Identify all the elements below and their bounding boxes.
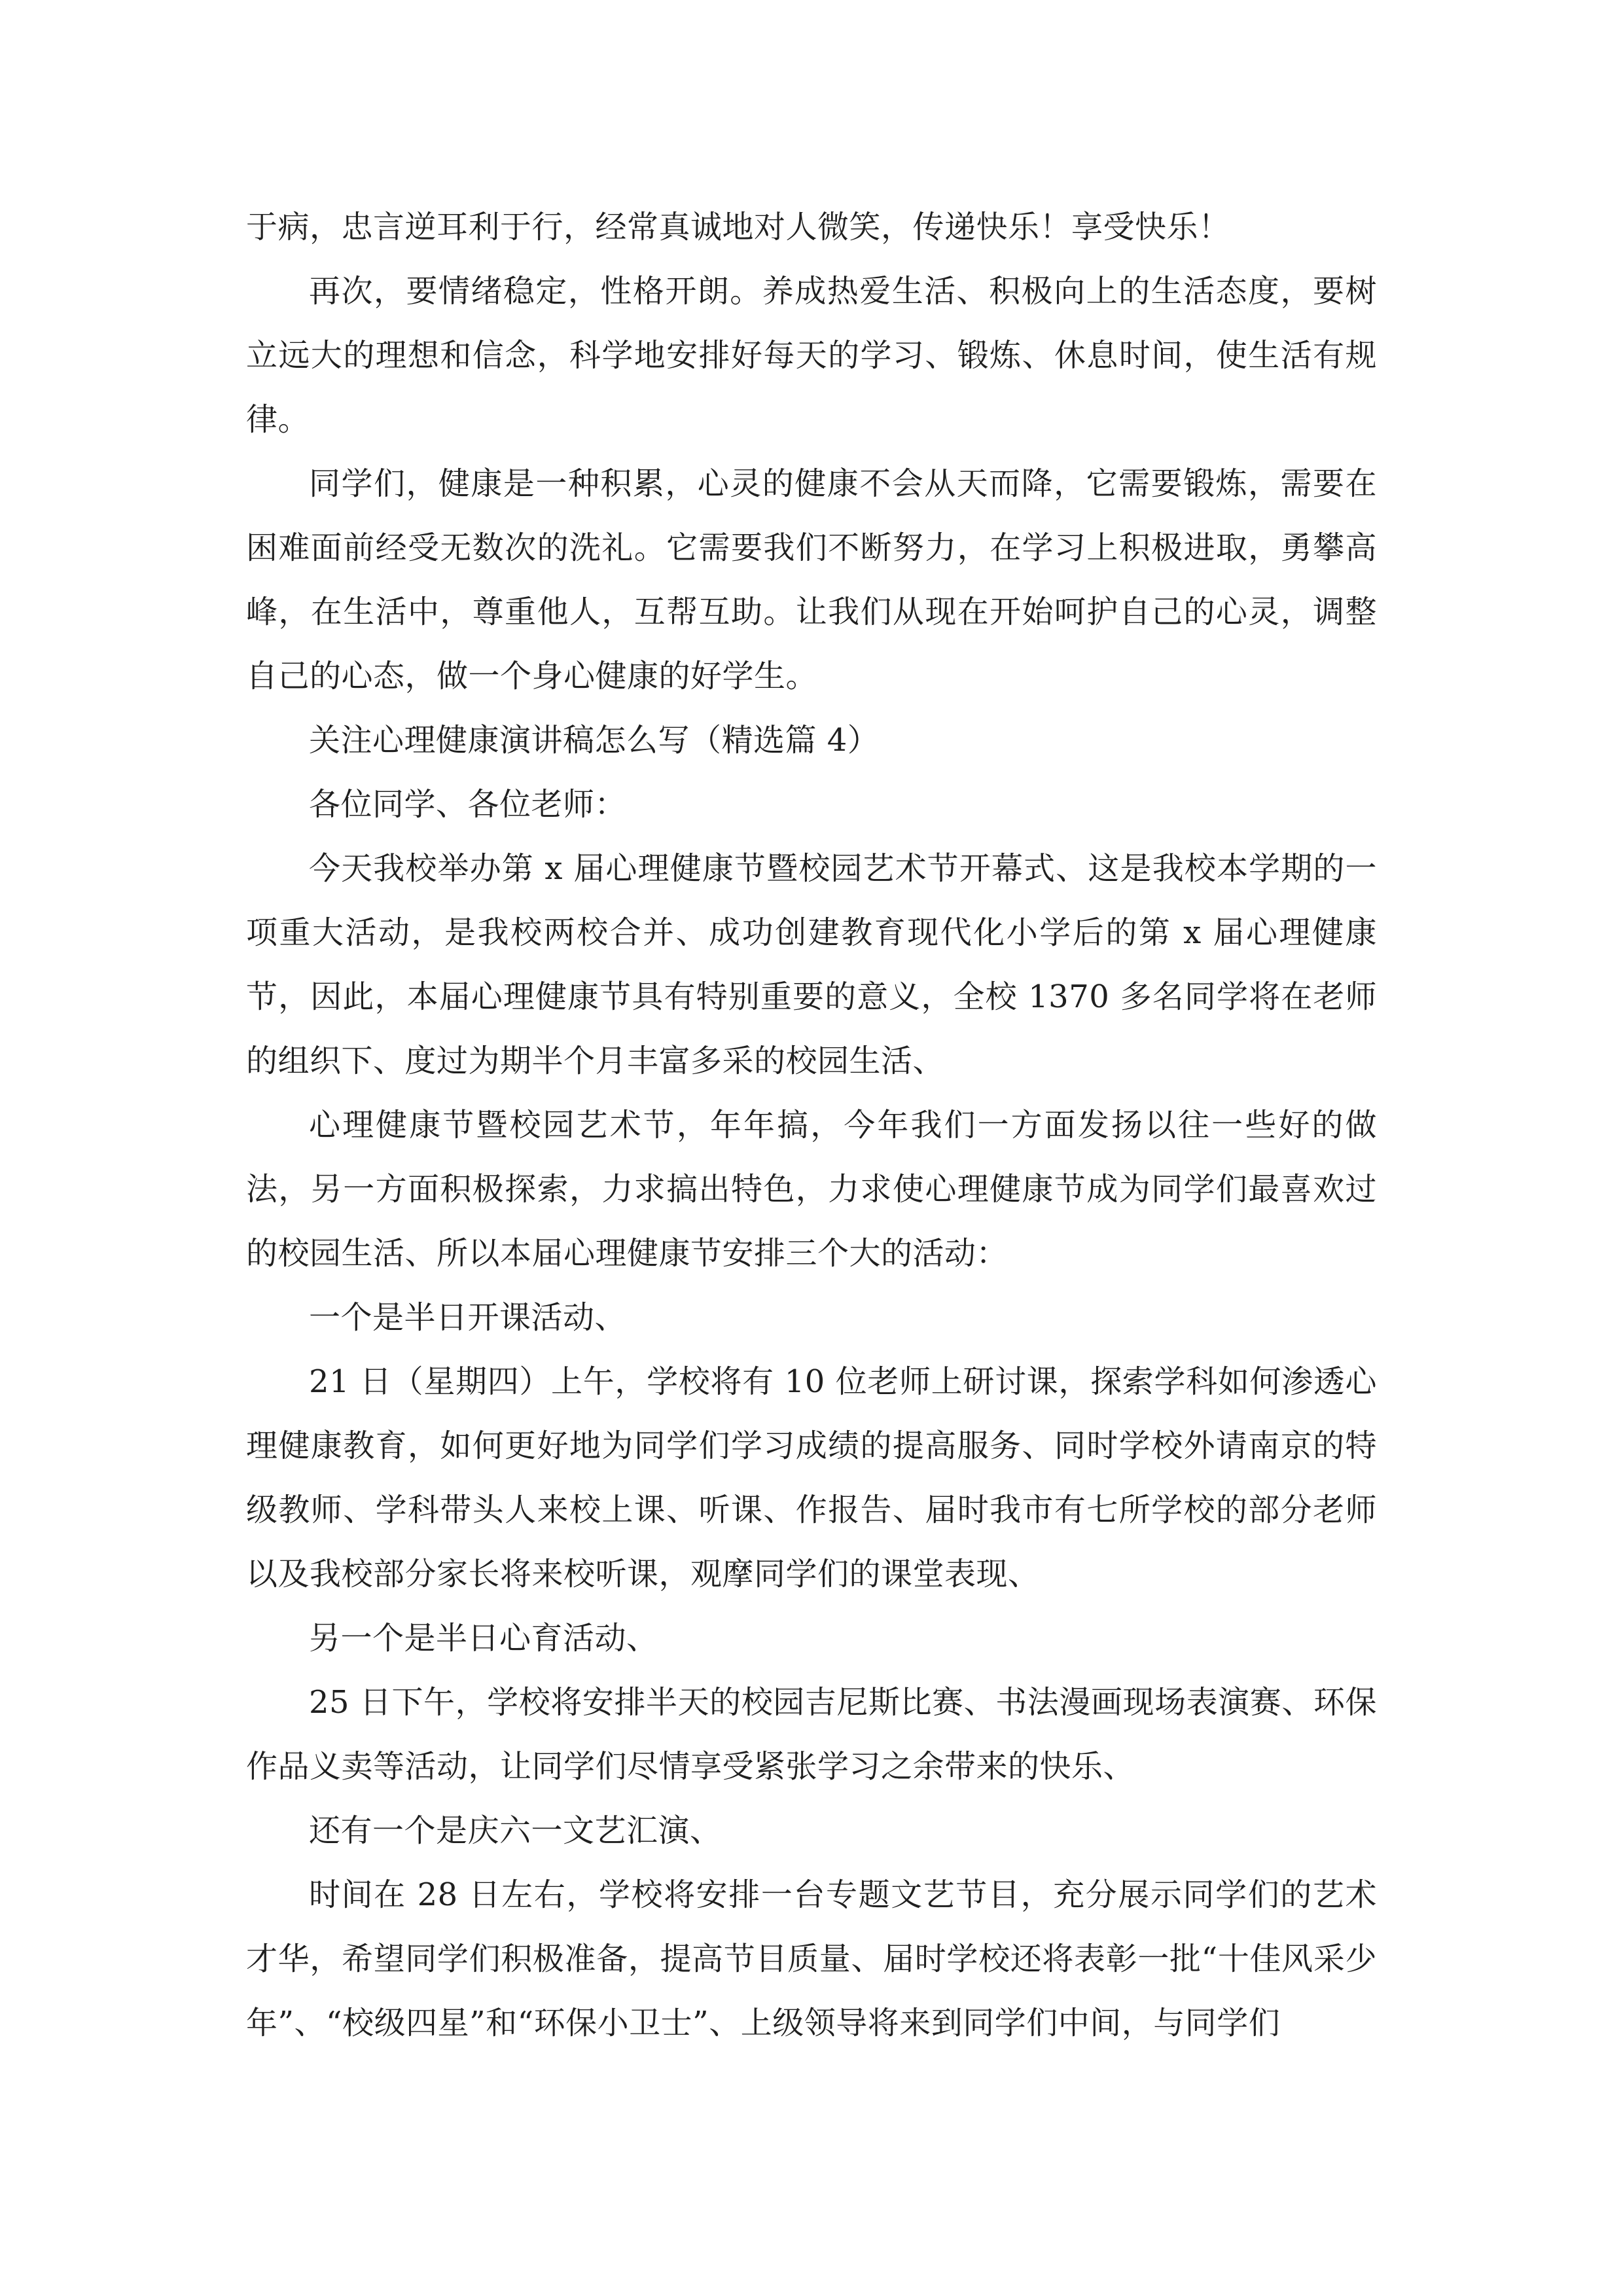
paragraph: 另一个是半日心育活动、 xyxy=(309,1620,658,1657)
body-text xyxy=(246,195,1377,2055)
section-heading: 关注心理健康演讲稿怎么写（精选篇 4） xyxy=(309,722,880,759)
salutation: 各位同学、各位老师： xyxy=(309,786,627,823)
paragraph: 再次，要情绪稳定，性格开朗。养成热爱生活、积极向上的生活态度，要树立远大的理想和信念，科学地安排好每天的学习、锻炼、休息时间，使生活有规律。 xyxy=(246,273,1377,438)
paragraph: 时间在 28 日左右，学校将安排一台专题文艺节目，充分展示同学们的艺术才华，希望同学们积极准备，提高节目质量、届时学校还将表彰一批“十佳风采少年”、“校级四星”和“环保小卫士”、上级领导将来到同学们中间，与同学们 xyxy=(246,1876,1377,2041)
paragraph: 同学们，健康是一种积累，心灵的健康不会从天而降，它需要锻炼，需要在困难面前经受无数次的洗礼。它需要我们不断努力，在学习上积极进取，勇攀高峰，在生活中，尊重他人，互帮互助。让我们从现在开始呵护自己的心灵，调整自己的心态，做一个身心健康的好学生。 xyxy=(246,465,1377,694)
paragraph: 心理健康节暨校园艺术节，年年搞，今年我们一方面发扬以往一些好的做法，另一方面积极探索，力求搞出特色，力求使心理健康节成为同学们最喜欢过的校园生活、所以本届心理健康节安排三个大的活动： xyxy=(246,1107,1377,1272)
paragraph: 一个是半日开课活动、 xyxy=(309,1299,627,1336)
paragraph: 21 日（星期四）上午，学校将有 10 位老师上研讨课，探索学科如何渗透心理健康教育，如何更好地为同学们学习成绩的提高服务、同时学校外请南京的特级教师、学科带头人来校上课、听课、作报告、届时我市有七所学校的部分老师以及我校部分家长将来校听课，观摩同学们的课堂表现、 xyxy=(246,1363,1377,1592)
paragraph: 于病，忠言逆耳利于行，经常真诚地对人微笑，传递快乐！享受快乐！ xyxy=(246,209,1230,245)
paragraph: 今天我校举办第 x 届心理健康节暨校园艺术节开幕式、这是我校本学期的一项重大活动，是我校两校合并、成功创建教育现代化小学后的第 x 届心理健康节，因此，本届心理健康节具有特别重要的意义，全校 1370 多名同学将在老师的组织下、度过为期半个月丰富多采的校园生活、 xyxy=(246,850,1377,1079)
paragraph: 25 日下午，学校将安排半天的校园吉尼斯比赛、书法漫画现场表演赛、环保作品义卖等活动，让同学们尽情享受紧张学习之余带来的快乐、 xyxy=(246,1684,1377,1785)
paragraph: 还有一个是庆六一文艺汇演、 xyxy=(309,1812,722,1849)
